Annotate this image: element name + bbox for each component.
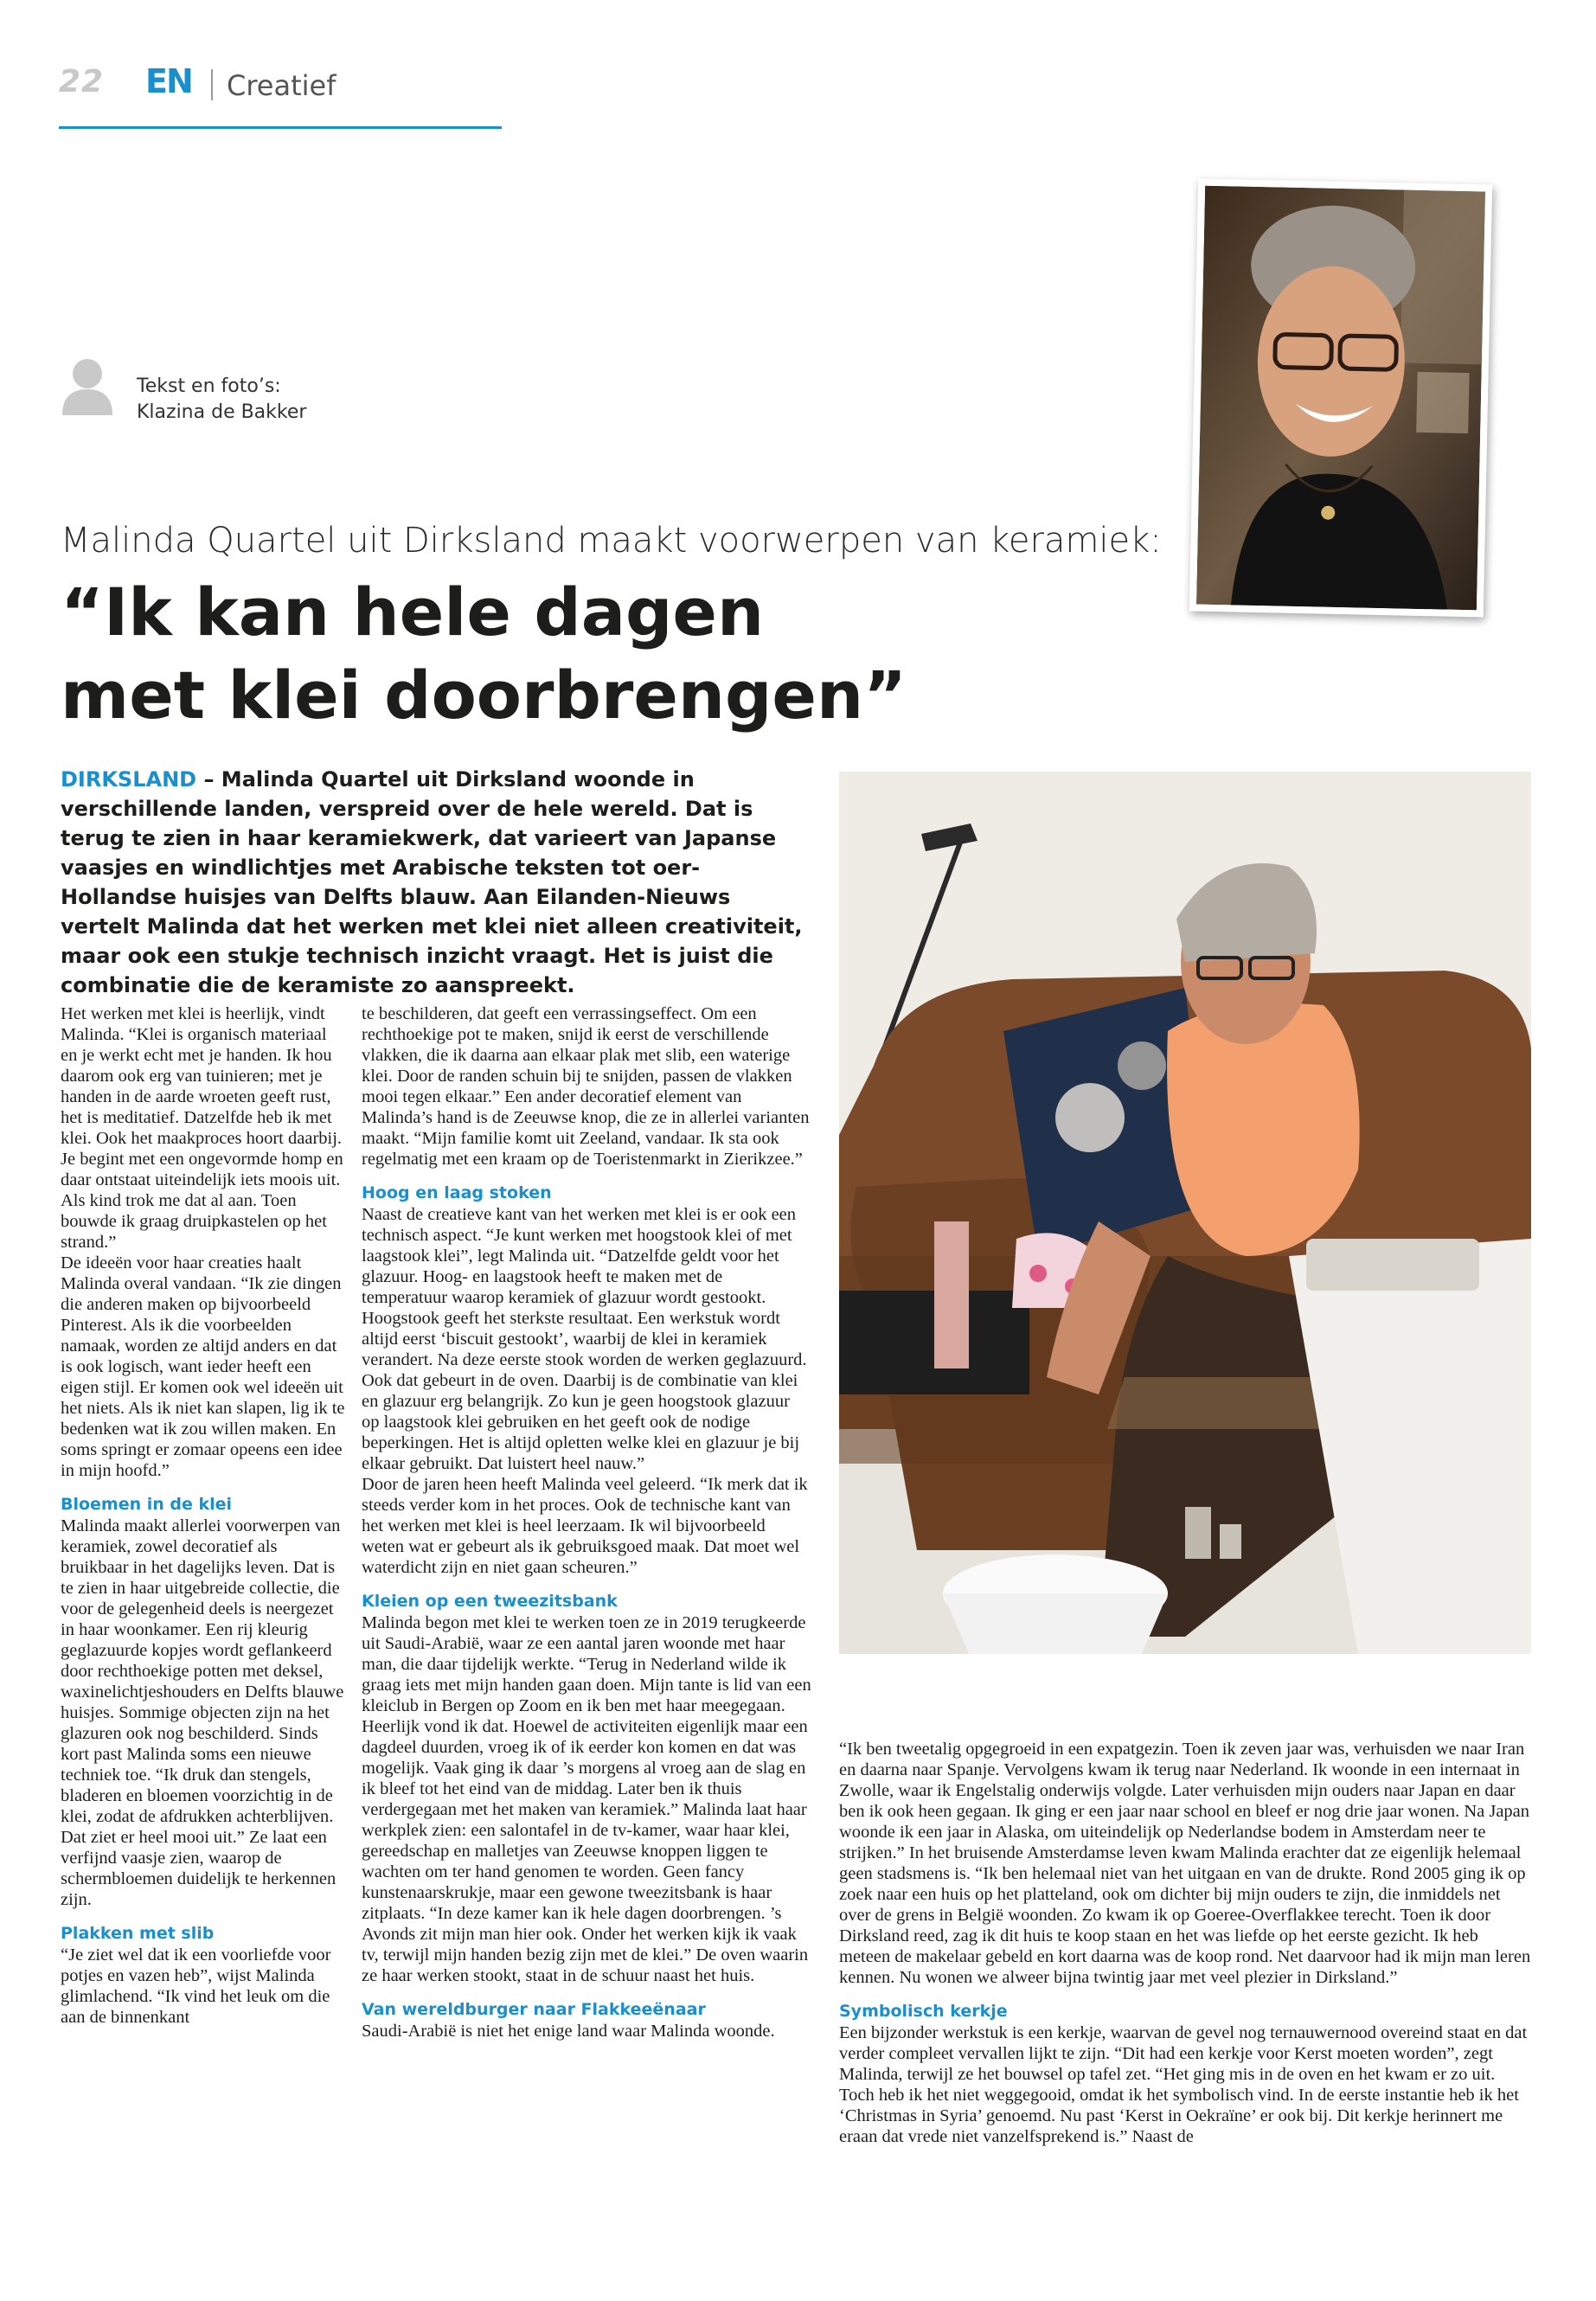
main-photo [839, 772, 1531, 1654]
dateline: DIRKSLAND [61, 767, 197, 792]
subheading: Symbolisch kerkje [839, 2002, 1008, 2021]
portrait-photo [1196, 186, 1485, 611]
intro-text: – Malinda Quartel uit Dirksland woonde in verschillende landen, verspreid over de hele wereld. Dat is terug te zien in haar keramiekwerk, dat varieert van Japanse vaasjes en windlichtjes met Arabische teksten tot oer-Hollandse huisjes van Delfts blauw. Aan Eilanden-Nieuws vertelt Malinda dat het werken met klei niet alleen creativiteit, maar ook een stukje technisch inzicht vraagt. Het is juist die combinatie die de keramiste zo aanspreekt. [61, 767, 803, 997]
paragraph: Malinda begon met klei te werken toen ze in 2019 terugkeerde uit Saudi-Arabië, waar ze een aantal jaren woonde met haar man, die daar tijdelijk werkte. “Terug in Nederland wilde ik graag iets met mijn handen gaan doen. Mijn tante is lid van een kleiclub in Bergen op Zoom en ik ben met haar meegegaan. Heerlijk vond ik dat. Hoewel de activiteiten eigenlijk maar een dagdeel duurden, vroeg ik of ik eerder kon komen en dat was mogelijk. Vaak ging ik daar ’s morgens al vroeg aan de slag en ik bleef tot het eind van de middag. Later ben ik thuis verdergegaan met het maken van keramiek.” Malinda laat haar werkplek zien: een salontafel in de tv-kamer, waar haar klei, gereedschap en malletjes van Zeeuwse knoppen liggen te wachten om ter hand genomen te worden. Geen fancy kunstenaarskrukje, maar een gewone tweezitsbank is haar zitplaats. “In deze kamer kan ik hele dagen doorbrengen. ’s Avonds zit mijn man hier ook. Onder het werken kijk ik vaak tv, terwijl mijn handen bezig zijn met de klei.” De oven waarin ze haar werken stookt, staat in de schuur naast het huis. [362, 1613, 811, 1985]
headline-kicker: Malinda Quartel uit Dirksland maakt voorwerpen van keramiek: [61, 521, 1162, 561]
section-title: Creatief [227, 69, 337, 102]
author-avatar-icon [61, 356, 114, 415]
paragraph: Malinda maakt allerlei voorwerpen van keramiek, zowel decoratief als bruikbaar in het dagelijks leven. Dat is te zien in haar uitgebreide collectie, die voor de gelegenheid deels is neergezet in haar woonkamer. Een rij kleurig geglazuurde kopjes wordt geflankeerd door rechthoekige potten met deksel, waxinelichtjeshouders en Delfts blauwe huisjes. Sommige objecten zijn na het glazuren ook nog beschilderd. Sinds kort past Malinda soms een nieuwe techniek toe. “Ik druk dan stengels, bladeren en bloemen voorzichtig in de klei, zodat de afdrukken achterblijven. Dat ziet er heel mooi uit.” Ze laat een verfijnd vaasje zien, waarop de schermbloemen duidelijk te herkennen zijn. [61, 1516, 344, 1909]
portrait-photo-frame [1189, 178, 1492, 617]
headline-line-2: met klei doorbrengen” [61, 657, 907, 734]
headline-line-1: “Ik kan hele dagen [61, 574, 765, 651]
publication-logo: EN [145, 62, 192, 100]
header-separator [211, 69, 213, 100]
body-column-1 [61, 1003, 346, 2028]
byline-credit: Tekst en foto’s: [137, 375, 281, 397]
header-rule [59, 126, 502, 129]
intro-lead [61, 765, 815, 1000]
subheading: Plakken met slib [61, 1924, 215, 1943]
paragraph: “Ik ben tweetalig opgegroeid in een expatgezin. Toen ik zeven jaar was, verhuisden we naar Iran en daarna naar Spanje. Vervolgens kwam ik terug naar Nederland. Ik woonde in een internaat in Zwolle, waar ik Engelstalig onderwijs volgde. Later verhuisden mijn ouders naar Japan en daar ben ik ook heen gegaan. Ik ging er een jaar naar school en bleef er nog drie jaar wonen. Na Japan woonde ik een jaar in Alaska, om uiteindelijk op Nederlandse bodem in Amsterdam neer te strijken.” In het bruisende Amsterdamse leven kwam Malinda erachter dat ze eigenlijk helemaal geen stadsmens is. “Ik ben helemaal niet van het uitgaan en van de drukte. Rond 2005 ging ik op zoek naar een huis op het platteland, ook om dichter bij mijn ouders te zijn, die inmiddels net over de grens in België woonden. Zo kwam ik op Goeree-Overflakkee terecht. Toen ik door Dirksland reed, zag ik dit huis te koop staan en het was liefde op het eerste gezicht. Ik heb meteen de makelaar gebeld en kort daarna was de koop rond. Net daarvoor had ik mijn man leren kennen. Nu wonen we alweer bijna twintig jaar met veel plezier in Dirksland.” [839, 1740, 1531, 1987]
paragraph: De ideeën voor haar creaties haalt Malinda overal vandaan. “Ik zie dingen die anderen maken op bijvoorbeeld Pinterest. Als ik die voorbeelden namaak, worden ze altijd anders en dat is ook logisch, want ieder heeft een eigen stijl. Er komen ook wel ideeën uit het niets. Als ik niet kan slapen, lig ik te bedenken wat ik zou willen maken. En soms springt er zomaar opeens een idee in mijn hoofd.” [61, 1253, 345, 1480]
subheading: Kleien op een tweezitsbank [362, 1592, 618, 1611]
paragraph: Saudi-Arabië is niet het enige land waar Malinda woonde. [362, 2022, 775, 2041]
body-column-3 [839, 1739, 1531, 2147]
byline-author: Klazina de Bakker [137, 401, 307, 423]
byline [137, 374, 306, 426]
page-number: 22 [59, 64, 105, 99]
subheading: Bloemen in de klei [61, 1495, 233, 1514]
body-column-2 [362, 1003, 811, 2041]
headline [61, 571, 926, 737]
paragraph: Het werken met klei is heerlijk, vindt Malinda. “Klei is organisch materiaal en je werkt echt met je handen. Ik hou daarom ook erg van tuinieren; met je handen in de aarde wroeten geeft rust, het is meditatief. Datzelfde heb ik met klei. Ook het maakproces hoort daarbij. Je begint met een ongevormde homp en daar ontstaat uiteindelijk iets moois uit. Als kind trok me dat al aan. Toen bouwde ik graag druipkastelen op het strand.” [61, 1004, 343, 1252]
paragraph: te beschilderen, dat geeft een verrassingseffect. Om een rechthoekige pot te maken, snijd ik eerst de verschillende vlakken, die ik daarna aan elkaar plak met slib, een waterige klei. Door de randen schuin bij te snijden, passen de vlakken mooi tegen elkaar.” Een ander decoratief element van Malinda’s hand is de Zeeuwse knop, die ze in allerlei varianten maakt. “Mijn familie komt uit Zeeland, vandaar. Ik sta ook regelmatig met een kraam op de Toeristenmarkt in Zierikzee.” [362, 1004, 810, 1169]
paragraph: Door de jaren heen heeft Malinda veel geleerd. “Ik merk dat ik steeds verder kom in het proces. Ook de technische kant van het werken met klei is heel leerzaam. Ik wil bijvoorbeeld weten wat er gebeurt als ik gebruiksgoed maak. Dat moet wel waterdicht zijn en niet gaan scheuren.” [362, 1475, 808, 1577]
subheading: Hoog en laag stoken [362, 1183, 552, 1202]
paragraph: Naast de creatieve kant van het werken met klei is er ook een technisch aspect. “Je kunt werken met hoogstook klei of met laagstook klei”, legt Malinda uit. “Datzelfde geldt voor het glazuur. Hoog- en laagstook heeft te maken met de temperatuur waarop keramiek of glazuur wordt gestookt. Hoogstook geeft het sterkste resultaat. Een werkstuk wordt altijd eerst ‘biscuit gestookt’, waarbij de klei in keramiek verandert. Na deze eerste stook worden de werken geglazuurd. Ook dat gebeurt in de oven. Daarbij is de combinatie van klei en glazuur erg belangrijk. Zo kun je geen hoogstook glazuur op laagstook klei gebruiken en het geeft ook de nodige beperkingen. Het is altijd opletten welke klei en glazuur je bij elkaar gebruikt. Dat luistert heel nauw.” [362, 1205, 807, 1473]
paragraph: “Je ziet wel dat ik een voorliefde voor potjes en vazen heb”, wijst Malinda glimlachend. “Ik vind het leuk om die aan de binnenkant [61, 1945, 331, 2027]
subheading: Van wereldburger naar Flakkeeënaar [362, 2000, 706, 2019]
paragraph: Een bijzonder werkstuk is een kerkje, waarvan de gevel nog ternauwernood overeind staat en dat verder compleet vervallen lijkt te zijn. “Dit had een kerkje voor Kerst moeten worden”, zegt Malinda, terwijl ze het bouwsel op tafel zet. “Het ging mis in de oven en het kwam er zo uit. Toch heb ik het niet weggegooid, omdat ik het symbolisch vind. In de eerste instantie heb ik het ‘Christmas in Syria’ genoemd. Nu past ‘Kerst in Oekraïne’ er ook bij. Dit kerkje herinnert me eraan dat vrede niet vanzelfsprekend is.” Naast de [839, 2023, 1528, 2146]
